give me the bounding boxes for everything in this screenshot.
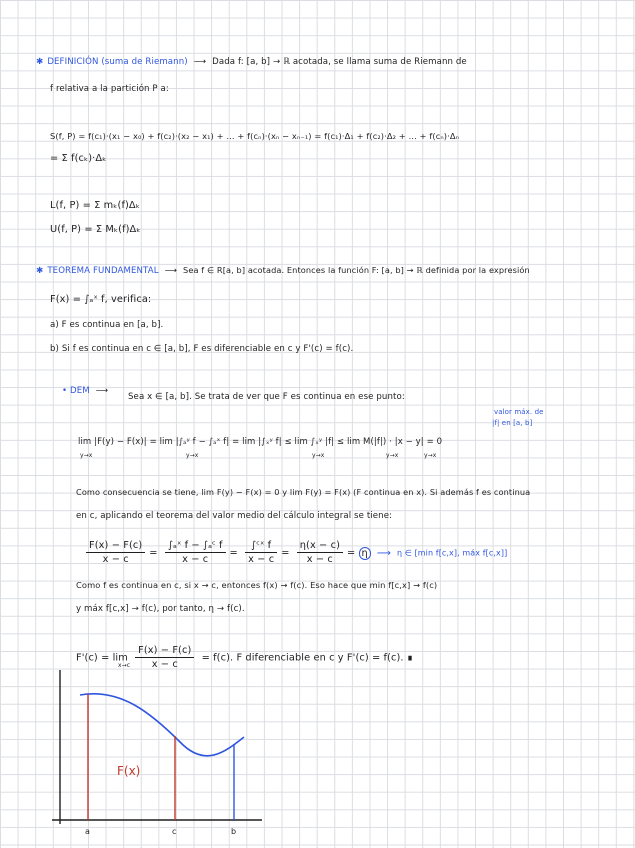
theorem-heading: TEOREMA FUNDAMENTAL (47, 266, 159, 276)
upper-sum: U(f, P) = Σ Mₖ(f)Δₖ (50, 224, 141, 235)
max-note-line2: |f| en [a, b] (492, 419, 533, 427)
final-lhs: F'(c) = lim (76, 652, 128, 664)
right-arrow-icon: ⟶ (95, 386, 109, 396)
curve-label: F(x) (117, 764, 141, 778)
proof-consequence-2: en c, aplicando el teorema del valor medio del cálculo integral se tiene: (76, 511, 393, 521)
right-arrow-icon: ⟶ (376, 547, 391, 559)
max-note-line1: valor máx. de (494, 408, 544, 416)
theorem-item-a: a) F es continua en [a, b]. (50, 320, 164, 330)
riemann-sum-line2: = Σ f(cₖ)·Δₖ (50, 153, 107, 164)
star-bullet-icon: ✱ (36, 57, 44, 67)
fraction-1: $\frac{F(x) - F(c)}{x - c}$ (86, 540, 145, 565)
axis-label-b: b (231, 827, 237, 836)
eta-note: η ∈ [min f[c,x], máx f[c,x]] (397, 548, 508, 558)
lower-sum: L(f, P) = Σ mₖ(f)Δₖ (50, 200, 141, 211)
proof-heading: DEM (70, 386, 90, 396)
riemann-sum-line1: S(f, P) = f(c₁)·(x₁ − x₀) + f(c₂)·(x₂ − x₁) + ... + f(cₙ)·(xₙ − xₙ₋₁) = f(c₁)·Δ₁ + f(c₂)·Δ₂ + ... + f(cₙ)·Δₙ (50, 131, 460, 141)
fraction-2: $\frac{\text{∫ₐˣ f − ∫ₐᶜ f}}{x - c}$ (165, 540, 226, 565)
proof-continuity-2: y máx f[c,x] → f(c), por tanto, η → f(c). (76, 604, 245, 614)
right-arrow-icon: ⟶ (164, 266, 178, 276)
limit-subscript-1: y→x (80, 452, 93, 459)
final-limit-subscript: x→c (118, 662, 131, 669)
riemann-heading: DEFINICIÓN (suma de Riemann) (47, 57, 188, 67)
mean-value-equation: $\frac{F(x) - F(c)}{x - c}$ = $\frac{\text{∫ₐˣ f − ∫ₐᶜ f}}{x - c}$ = $\frac{\text{∫ᶜˣ f}}{x - c}$ = $\frac{\eta(x - c)}{x - c}$ = η ⟶ η ∈ [min f[c,x], máx f[c,x]] (82, 540, 507, 565)
dot-bullet-icon: • (62, 386, 68, 396)
theorem-item-b: b) Si f es continua en c ∈ [a, b], F es diferenciable en c y F'(c) = f(c). (50, 344, 354, 354)
limit-subscript-2: y→x (186, 452, 199, 459)
proof-continuity-1: Como f es continua en c, si x → c, entonces f(x) → f(c). Eso hace que min f[c,x] → f(c) (76, 580, 438, 590)
limit-subscript-5: y→x (424, 452, 437, 459)
star-bullet-icon: ✱ (36, 266, 44, 276)
riemann-intro-cont: f relativa a la partición P a: (50, 84, 169, 94)
final-fraction: $\frac{F(x) - F(c)}{x - c}$ (135, 645, 194, 670)
final-rhs: = f(c). F diferenciable en c y F'(c) = f(c). ∎ (201, 652, 414, 664)
theorem-def: F(x) = ∫ₐˣ f, verifica: (50, 294, 152, 305)
proof-consequence-1: Como consecuencia se tiene, lim F(y) − F(x) = 0 y lim F(y) = F(x) (F continua en x). Si además f es continua (76, 487, 531, 497)
limit-subscript-4: y→x (386, 452, 399, 459)
fraction-3: $\frac{\text{∫ᶜˣ f}}{x - c}$ (245, 540, 277, 565)
fraction-4: $\frac{\eta(x - c)}{x - c}$ (297, 540, 343, 565)
eta-circled: η (359, 547, 371, 560)
axis-label-c: c (172, 827, 177, 836)
continuity-limit-equation: lim |F(y) − F(x)| = lim |∫ₐʸ f − ∫ₐˣ f| = lim |∫ₓʸ f| ≤ lim ∫ₓʸ |f| ≤ lim M(|f|) · |x − y| = 0 (78, 437, 443, 447)
function-curve (80, 694, 244, 756)
riemann-intro: Dada f: [a, b] → ℝ acotada, se llama suma de Riemann de (212, 57, 467, 67)
axis-label-a: a (85, 827, 90, 836)
limit-subscript-3: y→x (312, 452, 325, 459)
theorem-statement: Sea f ∈ R[a, b] acotada. Entonces la función F: [a, b] → ℝ definida por la expresión (183, 265, 530, 275)
right-arrow-icon: ⟶ (193, 57, 207, 67)
proof-intro: Sea x ∈ [a, b]. Se trata de ver que F es continua en ese punto: (128, 392, 405, 402)
